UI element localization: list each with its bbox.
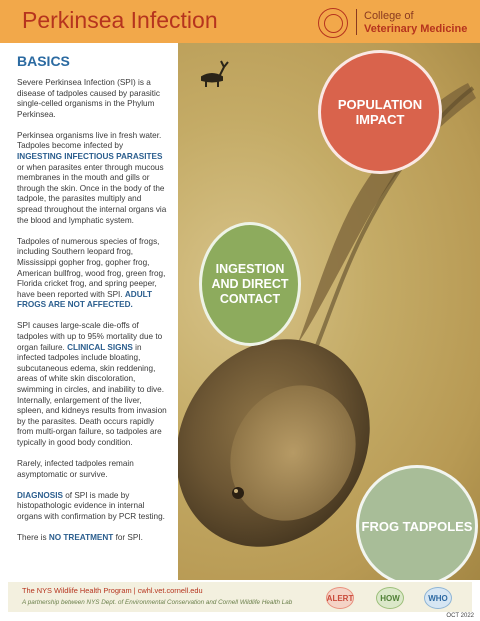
circle-label: POPULATION IMPACT [337, 97, 423, 127]
paragraph-transmission [17, 131, 168, 226]
paragraph-survival: Rarely, infected tadpoles remain asymptomatic or survive. [17, 459, 134, 479]
text-span: for SPI. [113, 532, 143, 542]
footer-program [22, 586, 203, 595]
circle-label: INGESTION AND DIRECT CONTACT [211, 261, 289, 306]
highlight-no-treatment: NO TREATMENT [48, 532, 114, 542]
paragraph-clinical [17, 321, 168, 448]
alert-button[interactable]: ALERT [326, 587, 354, 609]
text-span: in infected tadpoles include bloating, subcutaneous edema, skin reddening, areas of white skin discoloration, swimming in circles, and inability to dive. Internally, enlargement of the liver, spleen, and kidneys results from invasion by the parasites. Death occurs rapidly from multi-organ failure, so tadpoles are typically in good body condition. [17, 342, 167, 447]
header-divider [356, 9, 357, 35]
paragraph-species [17, 237, 168, 311]
text-span: or when parasites enter through mucous membranes in the mouth and gills or through the skin. Once in the body of the tadpole, the parasites multiply and spread throughout the internal organs via the blood and lymphatic system. [17, 162, 167, 225]
highlight-diagnosis: DIAGNOSIS [17, 490, 63, 500]
deer-icon [188, 49, 238, 99]
highlight-adult-frogs: ADULT FROGS ARE NOT AFFECTED. [17, 289, 153, 310]
ingestion-contact-circle[interactable] [199, 222, 301, 346]
highlight-ingesting: INGESTING INFECTIOUS PARASITES [17, 152, 163, 162]
circle-label: FROG TADPOLES [361, 518, 473, 534]
footer-partnership: A partnership between NYS Dept. of Environmental Conservation and Cornell Wildlife Health Lab [22, 599, 293, 606]
separator: | [131, 586, 138, 595]
program-url-link[interactable]: cwhl.vet.cornell.edu [137, 586, 203, 595]
basics-heading: BASICS [17, 53, 70, 69]
cornell-seal-icon [318, 8, 348, 38]
basics-column [0, 43, 178, 580]
text-span: Tadpoles of numerous species of frogs, including Southern leopard frog, Mississippi gopher frog, gopher frog, American bullfrog, wood frog, green frog, Florida cricket frog, and spring peeper, have been reported with SPI. [17, 236, 166, 299]
highlight-clinical-signs: CLINICAL SIGNS [67, 342, 133, 352]
text-span: Perkinsea organisms live in fresh water. Tadpoles become infected by [17, 130, 162, 151]
text-span: of SPI is made by histopathologic evidence in internal organs with confirmation by PCR testing. [17, 490, 165, 521]
population-impact-circle[interactable] [318, 50, 442, 174]
header-bar [0, 0, 480, 43]
text-span: There is [17, 532, 49, 542]
college-line-2: Veterinary Medicine [364, 23, 468, 35]
publication-date: OCT 2022 [446, 613, 474, 619]
frog-tadpoles-circle[interactable] [356, 465, 478, 587]
college-line-1: College of [364, 10, 414, 22]
paragraph-definition: Severe Perkinsea Infection (SPI) is a disease of tadpoles caused by parasitic single-celled organisms in the Phylum Perkinsea. [17, 78, 160, 119]
paragraph-diagnosis [17, 491, 168, 523]
how-button[interactable]: HOW [376, 587, 404, 609]
program-name: The NYS Wildlife Health Program [22, 586, 132, 595]
page-title: Perkinsea Infection [22, 7, 218, 33]
wildlife-restoration-logo [188, 49, 238, 99]
paragraph-treatment [17, 533, 168, 544]
footer [0, 580, 480, 621]
who-button[interactable]: WHO [424, 587, 452, 609]
text-span: SPI causes large-scale die-offs of tadpoles with up to 95% mortality due to organ failure. [17, 321, 163, 352]
college-name [364, 10, 467, 36]
